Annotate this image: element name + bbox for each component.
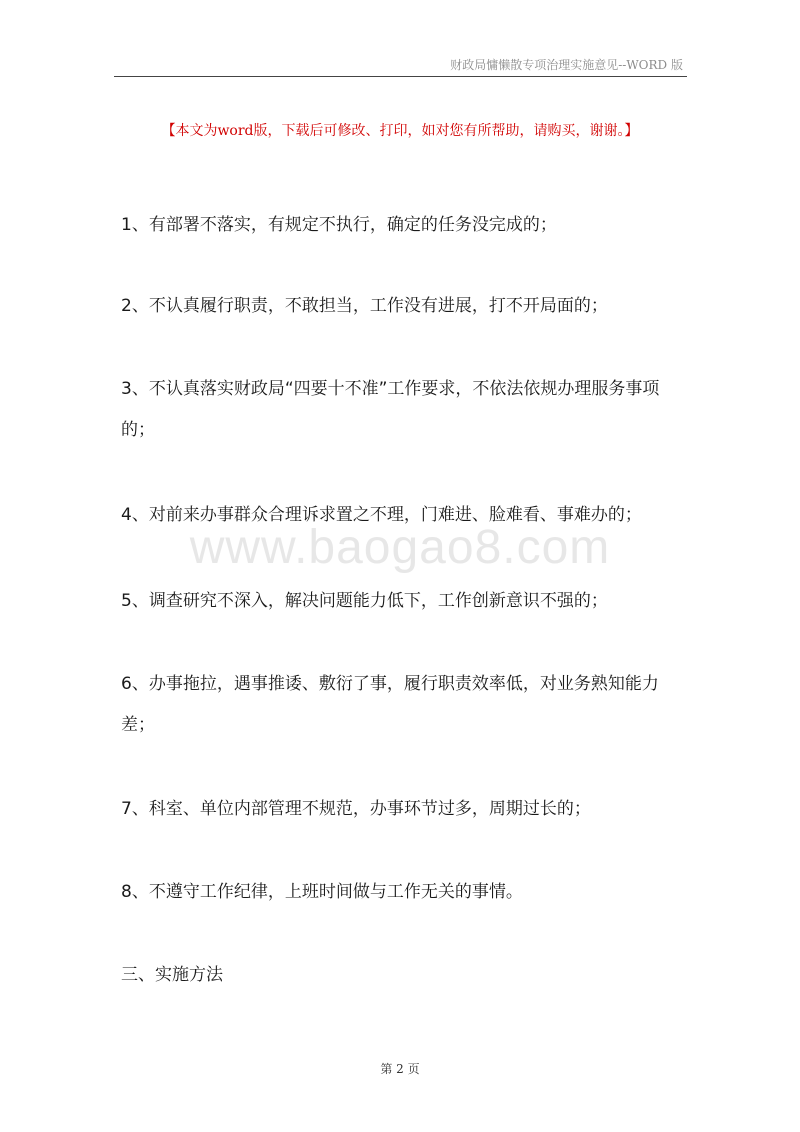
- list-item: 2、不认真履行职责，不敢担当，工作没有进展，打不开局面的；: [121, 296, 608, 316]
- page-header: [114, 48, 687, 77]
- list-item: 1、有部署不落实，有规定不执行，确定的任务没完成的；: [121, 215, 557, 235]
- document-title: 财政局慵懒散专项治理实施意见--WORD 版: [450, 58, 683, 72]
- list-item: 8、不遵守工作纪律，上班时间做与工作无关的事情。: [121, 882, 523, 902]
- page-number: 第 2 页: [380, 1062, 420, 1076]
- list-item: 6、办事拖拉，遇事推诿、敷衍了事，履行职责效率低，对业务熟知能力差；: [121, 674, 659, 735]
- list-item: 5、调查研究不深入，解决问题能力低下，工作创新意识不强的；: [121, 591, 608, 611]
- list-item: 4、对前来办事群众合理诉求置之不理，门难进、脸难看、事难办的；: [121, 505, 642, 525]
- list-item: 3、不认真落实财政局“四要十不准”工作要求，不依法依规办理服务事项的；: [121, 379, 660, 440]
- list-item: 7、科室、单位内部管理不规范，办事环节过多，周期过长的；: [121, 799, 591, 819]
- purchase-notice: 【本文为word版，下载后可修改、打印，如对您有所帮助，请购买，谢谢。】: [161, 123, 639, 139]
- watermark: www.baogao8.com: [189, 521, 611, 574]
- section-heading: 三、实施方法: [121, 965, 223, 985]
